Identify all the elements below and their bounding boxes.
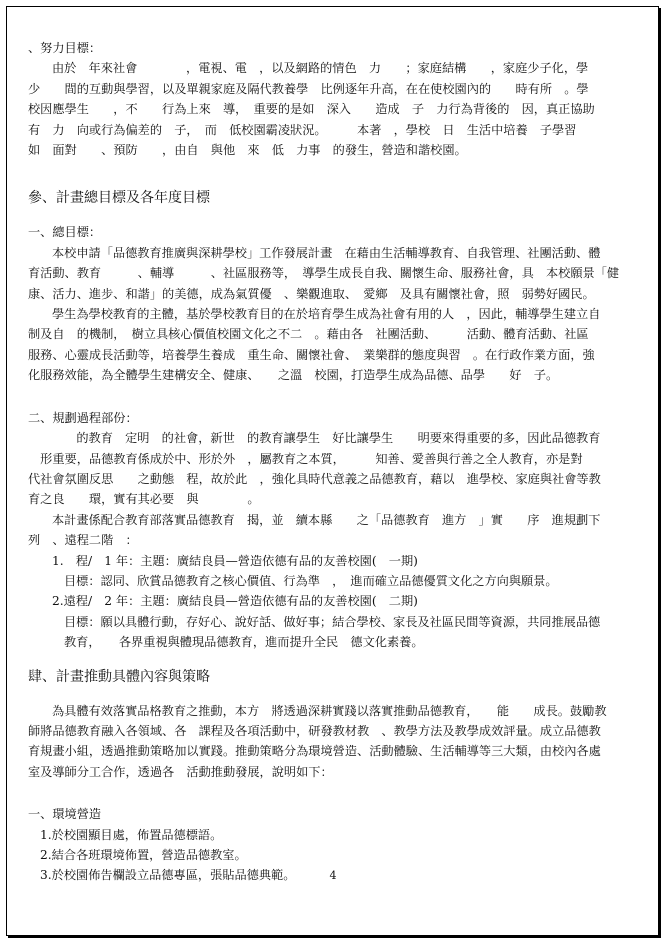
text-line: 制及自 的機制， 樹立具核心價值校園文化之不二 。藉由各 社團活動、 活動、體育活動、社區 — [28, 327, 589, 342]
list-item: 2.結合各班環境佈置，營造品德教室。 — [40, 848, 247, 862]
strategy-paragraph — [28, 701, 638, 783]
text-line: 師將品德教育融入各領域、各 課程及各項活動中，研發教材教 、教學方法及教學成效評量。成立品德教 — [28, 723, 601, 738]
phase-list — [28, 551, 638, 653]
phase-goal: 教育， 各界重視與體現品德教育，進而提升全民 德文化素養。 — [64, 635, 424, 650]
text-line: 化服務效能，為全體學生建構安全、健康、 之溫 校園，打造學生成為品德、品學 好 子。 — [28, 368, 559, 383]
text-line: 為具體有效落實品格教育之推動，本方 將透過深耕實踐以落實推動品德教育， 能 成長。鼓勵教 — [52, 703, 607, 718]
phase-goal: 目標：願以具體行動，存好心、說好話、做好事；結合學校、家長及社區民間等資源，共同推展品德 — [64, 614, 601, 629]
text-line: 本校申請「品德教育推廣與深耕學校」工作發展計畫 在藉由生活輔導教育、自我管理、社團活動、體 — [52, 245, 601, 260]
text-line: 少 間的互動與學習，以及單親家庭及隔代教養學 比例逐年升高，在在使校園內的 時有所 。學 — [28, 81, 589, 96]
text-line: 育活動、教育 、輔導 、社區服務等， 導學生成長自我、關懷生命、服務社會，具 本校願景「健 — [28, 266, 620, 281]
text-line: 康、活力、進步、和諧」的美德，成為氣質優 、樂觀進取、 愛鄉 及具有關懷社會，照 弱勢好國民。 — [28, 286, 595, 301]
text-line: 育之良 環，實有其必要 與 。 — [28, 492, 260, 507]
text-line: 的教育 定明 的社會，新世 的教育讓學生 好比讓學生 明要來得重要的多，因此品德教育 — [52, 431, 601, 446]
phase-title: 2.遠程/ 2 年：主題：廣結良員—營造依德有品的友善校園( 二期) — [52, 594, 418, 609]
text-line: 學生為學校教育的主體，基於學校教育目的在於培育學生成為社會有用的人 ，因此，輔導學生建立自 — [52, 307, 601, 322]
text-line: 如 面對 、預防 ，由自 與他 來 低 力事 的發生，營造和諧校園。 — [28, 143, 467, 158]
text-line: 本計畫係配合教育部落實品德教育 揭，並 續本縣 之「品德教育 進方 」實 序 進規劃下 — [52, 512, 601, 527]
text-line: 有 力 向或行為偏差的 子， 而 低校園霸凌狀況。 本著 ，學校 日 生活中培養 子學習 — [28, 122, 577, 137]
effort-paragraph — [28, 58, 638, 160]
text-line: 形重要，品德教育係成於中、形於外 ，屬教育之本質， 知善、愛善與行善之全人教育，亦是對 — [28, 451, 583, 466]
text-line: 代社會氛圍反思 之動態 程，故於此 ，強化具時代意義之品德教育，藉以 進學校、家庭與社會等教 — [28, 471, 601, 486]
list-item: 3.於校園佈告欄設立品德專區，張貼品德典範。 — [40, 868, 296, 883]
text-line: 室及導師分工合作，透過各 活動推動發展，說明如下： — [28, 764, 333, 779]
text-line: 育規畫小組，透過推動策略加以實踐。推動策略分為環境營造、活動體驗、生活輔導等三大類，由校內各處 — [28, 744, 601, 759]
overall-goal-heading: 一、總目標： — [28, 225, 102, 240]
phase-goal: 目標：認同、欣賞品德教育之核心價值、行為準 ， 進而確立品德優質文化之方向與願景。 — [64, 573, 558, 588]
text-line: 服務、心靈成長活動等，培養學生養成 重生命、關懷社會、 業樂群的態度與習 。在行政作業方面，強 — [28, 347, 595, 362]
effort-heading: 、努力目標： — [28, 41, 102, 55]
planning-heading: 二、規劃過程部份： — [28, 410, 138, 425]
document-body — [28, 38, 638, 886]
environment-heading: 一、環境營造 — [28, 807, 102, 822]
section4-title: 肆、計畫推動具體內容與策略 — [28, 668, 210, 685]
planning-paragraph — [28, 428, 638, 550]
list-item: 1.於校園顯目處，佈置品德標語。 — [40, 827, 223, 842]
overall-goal-paragraph — [28, 243, 638, 386]
phase-title: 1. 程/ 1 年：主題：廣結良員—營造依德有品的友善校園( 一期) — [52, 553, 418, 568]
text-line: 列 、遠程二階 ： — [28, 533, 138, 548]
page-number: 4 — [329, 869, 337, 882]
text-line: 由於 年來社會 ，電視、電 ，以及網路的情色 力 ；家庭結構 ，家庭少子化，學 — [52, 61, 589, 76]
section3-title: 參、計畫總目標及各年度目標 — [28, 190, 210, 207]
text-line: 校因應學生 ，不 行為上來 導， 重要的是如 深入 造成 子 力行為背後的 因，真正協助 — [28, 102, 595, 117]
